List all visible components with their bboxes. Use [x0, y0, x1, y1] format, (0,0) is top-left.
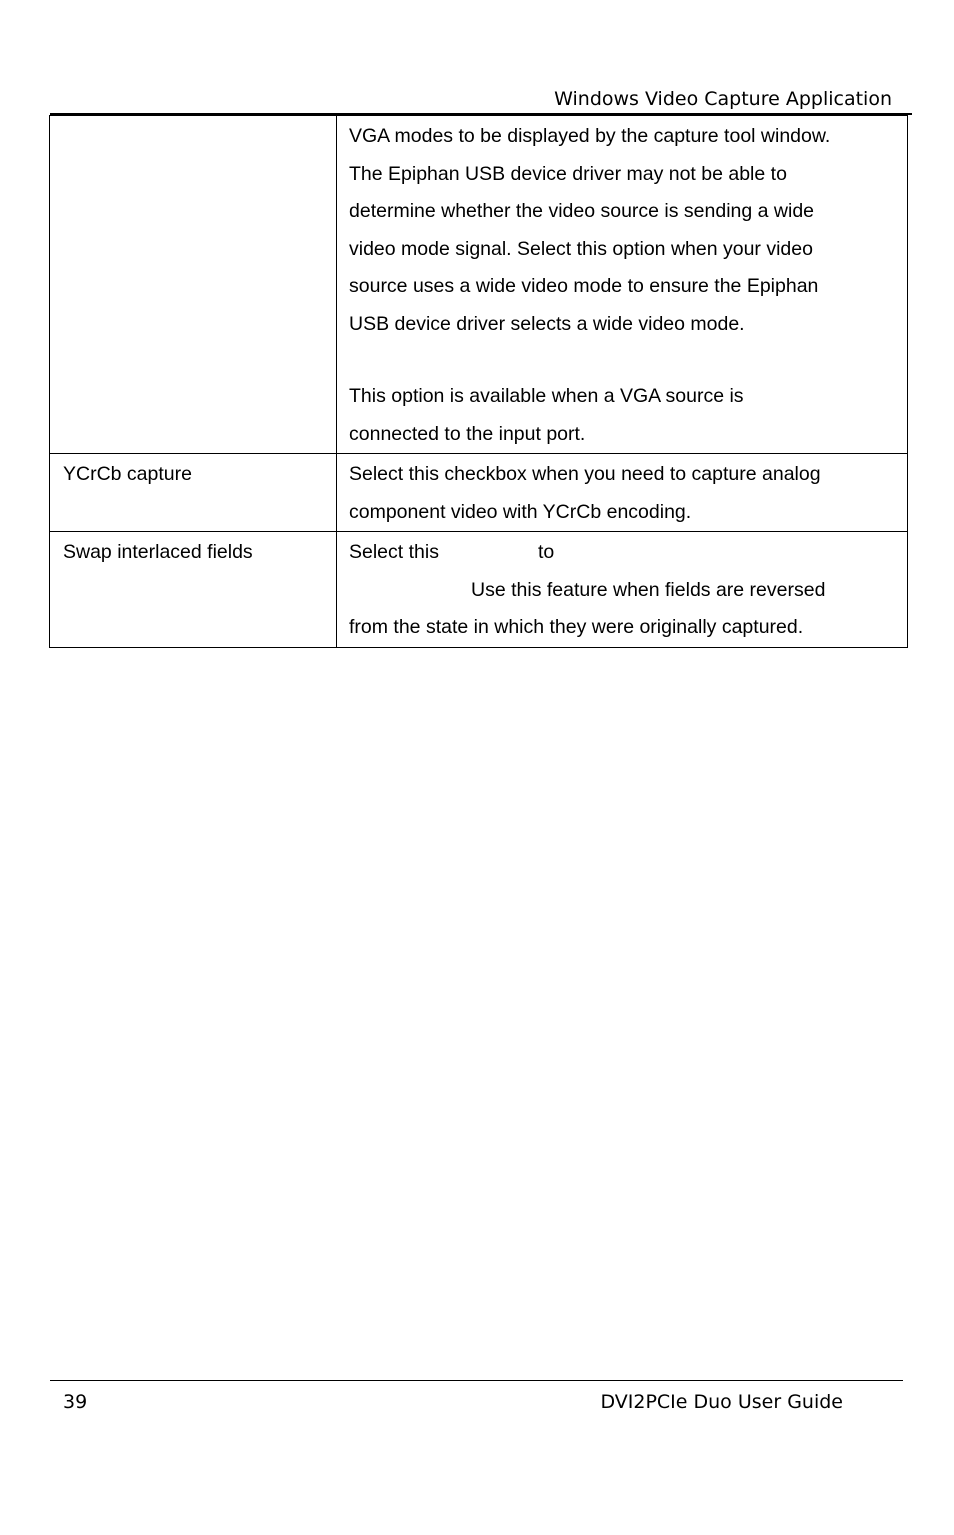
option-name-cell: Swap interlaced fields: [50, 532, 337, 648]
description-line: VGA modes to be displayed by the capture tool window.: [349, 125, 831, 147]
description-line: source uses a wide video mode to ensure the Epiphan: [349, 275, 819, 297]
options-table: [49, 115, 908, 648]
description-line: video mode signal. Select this option when your video: [349, 237, 813, 260]
description-line: from the state in which they were originally captured.: [349, 616, 804, 638]
option-name-cell: YCrCb capture: [50, 454, 337, 532]
description-line: The Epiphan USB device driver may not be able to: [349, 162, 787, 185]
description-line: Select this checkbox when you need to capture analog: [349, 463, 821, 485]
footer-rule: [50, 1380, 903, 1381]
description-line: [349, 572, 897, 610]
running-header-title: Windows Video Capture Application: [554, 88, 892, 110]
description-fragment: to: [537, 541, 555, 563]
guide-title: DVI2PCIe Duo User Guide: [600, 1391, 843, 1413]
option-description-cell: [337, 116, 908, 454]
description-fragment: Use this feature when fields are reversed: [471, 578, 826, 601]
table-row: [50, 116, 908, 454]
description-line: determine whether the video source is sending a wide: [349, 200, 815, 222]
option-description-cell: [337, 532, 908, 648]
option-name-cell: [50, 116, 337, 454]
option-description-cell: [337, 454, 908, 532]
page-number: 39: [63, 1391, 88, 1413]
paragraph-gap: [349, 343, 897, 378]
description-line: [349, 534, 897, 572]
description-fragment: Select this: [349, 541, 439, 563]
description-line: component video with YCrCb encoding.: [349, 500, 692, 523]
description-line: connected to the input port.: [349, 422, 586, 445]
table-row: [50, 454, 908, 532]
description-line: This option is available when a VGA source is: [349, 385, 744, 407]
description-line: USB device driver selects a wide video mode.: [349, 312, 745, 335]
table-row: [50, 532, 908, 648]
